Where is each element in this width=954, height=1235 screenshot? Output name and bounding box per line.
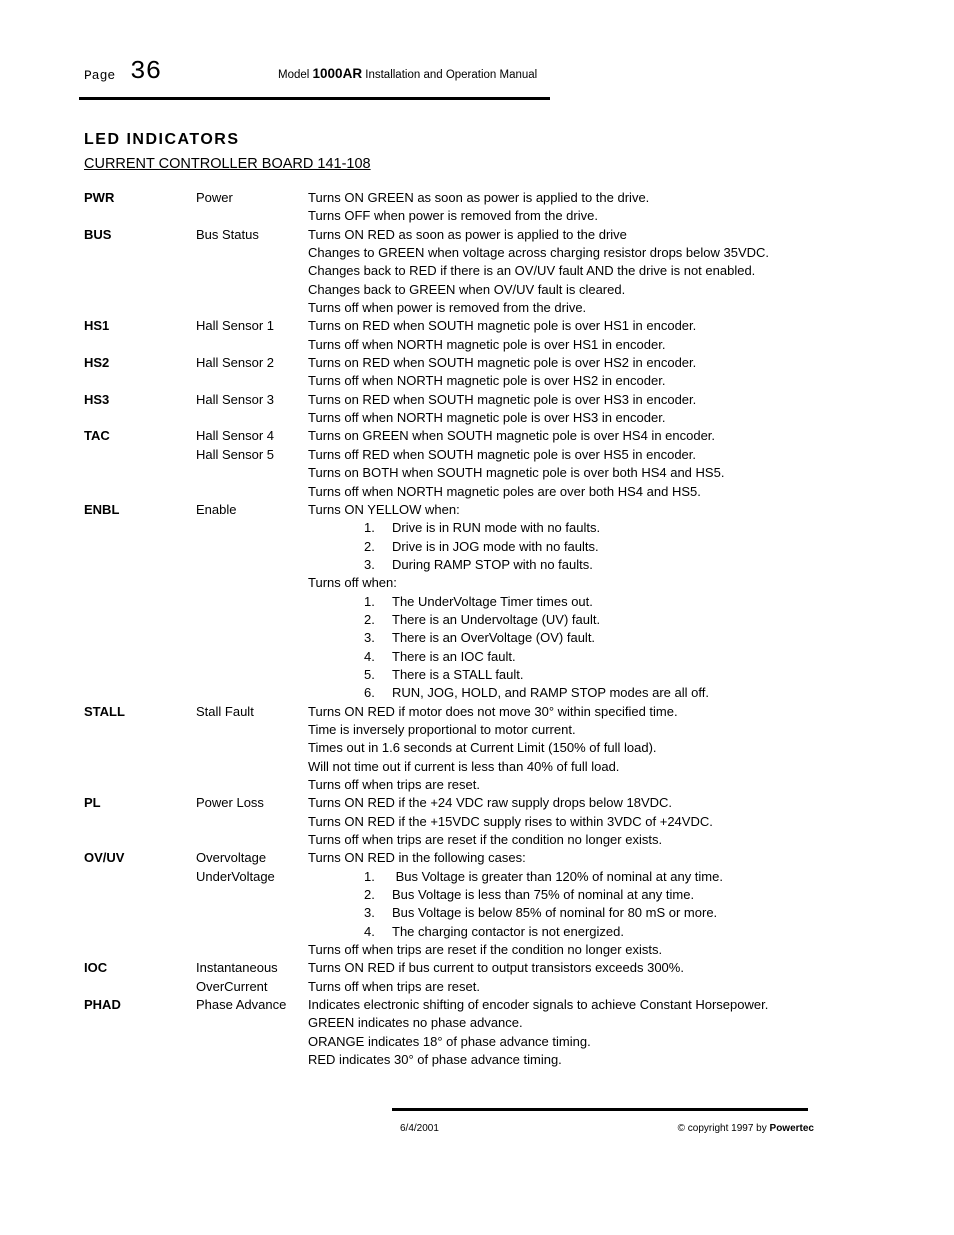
indicator-name xyxy=(196,391,308,428)
indicator-name-line: Power Loss xyxy=(196,795,264,811)
indicator-row xyxy=(84,794,884,849)
description-line: Turns ON RED if the +15VDC supply rises to within 3VDC of +24VDC. xyxy=(308,813,713,829)
list-text: RUN, JOG, HOLD, and RAMP STOP modes are all off. xyxy=(392,685,709,701)
indicator-name-line: Overvoltage xyxy=(196,850,267,866)
indicator-row xyxy=(84,317,884,354)
list-text: The UnderVoltage Timer times out. xyxy=(392,593,593,609)
indicator-description xyxy=(308,849,884,959)
list-number: 2. xyxy=(364,538,375,554)
description-line: Turns ON YELLOW when: xyxy=(308,501,460,517)
description-line: Changes back to RED if there is an OV/UV fault AND the drive is not enabled. xyxy=(308,263,756,279)
indicator-name xyxy=(196,427,308,500)
description-line: Turns on RED when SOUTH magnetic pole is over HS1 in encoder. xyxy=(308,318,697,334)
description-line: Turns OFF when power is removed from the drive. xyxy=(308,208,598,224)
indicator-code xyxy=(84,391,196,428)
description-line: Turns ON RED in the following cases: xyxy=(308,850,526,866)
indicator-description xyxy=(308,427,884,500)
indicator-code xyxy=(84,849,196,959)
description-line: RED indicates 30° of phase advance timing. xyxy=(308,1052,562,1068)
indicator-row xyxy=(84,391,884,428)
description-line: Turns off when: xyxy=(308,575,397,591)
description-line: Changes back to GREEN when OV/UV fault is cleared. xyxy=(308,281,626,297)
indicator-name-line: OverCurrent xyxy=(196,978,268,994)
indicator-code xyxy=(84,317,196,354)
section-title: LED INDICATORS xyxy=(84,131,240,148)
list-number: 3. xyxy=(364,905,375,921)
indicator-name-line: Stall Fault xyxy=(196,703,254,719)
indicator-description xyxy=(308,226,884,318)
numbered-list-item xyxy=(308,648,884,666)
indicator-row xyxy=(84,849,884,959)
header-rule xyxy=(79,97,550,100)
manual-title: Installation and Operation Manual xyxy=(365,69,538,81)
indicator-name xyxy=(196,501,308,703)
indicator-code-text: HS1 xyxy=(84,318,110,334)
list-number: 3. xyxy=(364,630,375,646)
description-line: Turns off when NORTH magnetic poles are over both HS4 and HS5. xyxy=(308,483,701,499)
numbered-list-item xyxy=(308,593,884,611)
list-number: 3. xyxy=(364,556,375,572)
list-text: The charging contactor is not energized. xyxy=(392,923,624,939)
indicator-row xyxy=(84,996,884,1069)
description-line: Time is inversely proportional to motor current. xyxy=(308,721,576,737)
list-number: 1. xyxy=(364,593,375,609)
list-text: There is an OverVoltage (OV) fault. xyxy=(392,630,596,646)
company-name: Powertec xyxy=(769,1123,814,1134)
indicator-code-text: STALL xyxy=(84,703,125,719)
list-number: 1. xyxy=(364,520,375,536)
indicator-name-line: UnderVoltage xyxy=(196,868,275,884)
indicator-description xyxy=(308,317,884,354)
page-header xyxy=(84,56,564,86)
indicator-name-line: Hall Sensor 5 xyxy=(196,446,275,462)
indicator-name-line: Bus Status xyxy=(196,226,259,242)
description-line: Turns off when NORTH magnetic pole is over HS2 in encoder. xyxy=(308,373,666,389)
copyright-text: © copyright 1997 by xyxy=(677,1123,767,1134)
indicator-name-line: Instantaneous xyxy=(196,960,278,976)
numbered-list-item xyxy=(308,666,884,684)
indicator-code xyxy=(84,226,196,318)
description-line: Turns ON RED if motor does not move 30° within specified time. xyxy=(308,703,678,719)
manual-title-line xyxy=(278,66,537,81)
description-line: Turns ON RED if bus current to output transistors exceeds 300%. xyxy=(308,960,684,976)
indicator-code-text: ENBL xyxy=(84,501,120,517)
description-line: Will not time out if current is less than 40% of full load. xyxy=(308,758,620,774)
list-number: 6. xyxy=(364,685,375,701)
indicator-description xyxy=(308,391,884,428)
indicator-name-line: Hall Sensor 1 xyxy=(196,318,275,334)
description-line: Turns off RED when SOUTH magnetic pole is over HS5 in encoder. xyxy=(308,446,697,462)
description-line: Turns off when trips are reset if the condition no longer exists. xyxy=(308,832,663,848)
indicator-name-line: Enable xyxy=(196,501,237,517)
list-number: 2. xyxy=(364,887,375,903)
indicator-name xyxy=(196,794,308,849)
indicator-name xyxy=(196,317,308,354)
indicator-code-text: PHAD xyxy=(84,997,121,1013)
indicator-name xyxy=(196,354,308,391)
indicator-code-text: PL xyxy=(84,795,101,811)
list-text: Drive is in JOG mode with no faults. xyxy=(392,538,599,554)
description-line: Turns off when trips are reset if the condition no longer exists. xyxy=(308,942,663,958)
numbered-list-item xyxy=(308,886,884,904)
list-text: Bus Voltage is greater than 120% of nominal at any time. xyxy=(392,868,723,884)
indicator-description xyxy=(308,996,884,1069)
indicator-code xyxy=(84,354,196,391)
description-line: Changes to GREEN when voltage across charging resistor drops below 35VDC. xyxy=(308,245,770,261)
description-line: Turns off when trips are reset. xyxy=(308,777,480,792)
numbered-list-item xyxy=(308,556,884,574)
indicator-row xyxy=(84,226,884,318)
indicator-code-text: HS3 xyxy=(84,391,110,407)
model-prefix: Model xyxy=(278,69,310,81)
numbered-list-item xyxy=(308,923,884,941)
numbered-list-item xyxy=(308,519,884,537)
indicator-name-line: Hall Sensor 3 xyxy=(196,391,275,407)
list-number: 4. xyxy=(364,648,375,664)
indicator-code xyxy=(84,959,196,996)
numbered-list-item xyxy=(308,868,884,886)
indicator-name xyxy=(196,189,308,226)
description-line: Times out in 1.6 seconds at Current Limit (150% of full load). xyxy=(308,740,657,756)
indicator-name xyxy=(196,959,308,996)
indicator-name-line: Hall Sensor 2 xyxy=(196,355,275,371)
indicator-table xyxy=(84,189,884,1070)
indicator-row xyxy=(84,354,884,391)
list-number: 1. xyxy=(364,868,375,884)
indicator-code xyxy=(84,794,196,849)
indicator-description xyxy=(308,959,884,996)
indicator-name xyxy=(196,996,308,1069)
indicator-name-line: Phase Advance xyxy=(196,997,287,1013)
numbered-list-item xyxy=(308,611,884,629)
indicator-row xyxy=(84,959,884,996)
page-number: 36 xyxy=(130,56,162,86)
numbered-list-item xyxy=(308,904,884,922)
indicator-row xyxy=(84,189,884,226)
indicator-code-text: HS2 xyxy=(84,355,110,371)
footer-copyright xyxy=(678,1123,814,1134)
list-text: Bus Voltage is below 85% of nominal for 80 mS or more. xyxy=(392,905,718,921)
description-line: Turns ON GREEN as soon as power is applied to the drive. xyxy=(308,190,650,205)
list-text: Drive is in RUN mode with no faults. xyxy=(392,520,601,536)
section-subtitle: CURRENT CONTROLLER BOARD 141-108 xyxy=(84,156,371,172)
list-text: There is a STALL fault. xyxy=(392,666,524,682)
list-number: 4. xyxy=(364,923,375,939)
description-line: Turns on RED when SOUTH magnetic pole is over HS3 in encoder. xyxy=(308,391,697,407)
list-text: There is an IOC fault. xyxy=(392,648,516,664)
footer-date: 6/4/2001 xyxy=(400,1123,439,1134)
description-line: GREEN indicates no phase advance. xyxy=(308,1015,523,1031)
indicator-row xyxy=(84,427,884,500)
page-label: Page xyxy=(84,68,116,83)
description-line: Indicates electronic shifting of encoder signals to achieve Constant Horsepower. xyxy=(308,997,769,1013)
description-line: Turns off when NORTH magnetic pole is over HS3 in encoder. xyxy=(308,410,666,426)
indicator-code xyxy=(84,189,196,226)
indicator-name xyxy=(196,849,308,959)
indicator-row xyxy=(84,703,884,795)
indicator-code-text: PWR xyxy=(84,190,115,205)
indicator-name-line: Power xyxy=(196,190,233,205)
indicator-description xyxy=(308,794,884,849)
indicator-description xyxy=(308,189,884,226)
model-name: 1000AR xyxy=(312,66,363,81)
indicator-code xyxy=(84,501,196,703)
list-number: 2. xyxy=(364,611,375,627)
indicator-row xyxy=(84,501,884,703)
indicator-code-text: BUS xyxy=(84,226,112,242)
indicator-code-text: TAC xyxy=(84,428,110,444)
indicator-description xyxy=(308,703,884,795)
description-line: Turns off when power is removed from the drive. xyxy=(308,300,587,316)
description-line: Turns ON RED if the +24 VDC raw supply drops below 18VDC. xyxy=(308,795,673,811)
description-line: Turns on GREEN when SOUTH magnetic pole is over HS4 in encoder. xyxy=(308,428,716,444)
indicator-description xyxy=(308,354,884,391)
list-text: Bus Voltage is less than 75% of nominal at any time. xyxy=(392,887,695,903)
indicator-code xyxy=(84,996,196,1069)
description-line: ORANGE indicates 18° of phase advance timing. xyxy=(308,1033,591,1049)
indicator-code-text: OV/UV xyxy=(84,850,125,866)
indicator-description xyxy=(308,501,884,703)
list-text: There is an Undervoltage (UV) fault. xyxy=(392,611,601,627)
list-number: 5. xyxy=(364,666,375,682)
description-line: Turns on RED when SOUTH magnetic pole is over HS2 in encoder. xyxy=(308,355,697,371)
numbered-list-item xyxy=(308,684,884,702)
description-line: Turns off when trips are reset. xyxy=(308,978,480,994)
indicator-name xyxy=(196,703,308,795)
description-line: Turns ON RED as soon as power is applied to the drive xyxy=(308,226,627,242)
numbered-list-item xyxy=(308,538,884,556)
description-line: Turns on BOTH when SOUTH magnetic pole is over both HS4 and HS5. xyxy=(308,465,725,481)
indicator-code xyxy=(84,703,196,795)
description-line: Turns off when NORTH magnetic pole is over HS1 in encoder. xyxy=(308,336,666,352)
indicator-code xyxy=(84,427,196,500)
indicator-code-text: IOC xyxy=(84,960,108,976)
numbered-list-item xyxy=(308,629,884,647)
indicator-name xyxy=(196,226,308,318)
indicator-name-line: Hall Sensor 4 xyxy=(196,428,275,444)
list-text: During RAMP STOP with no faults. xyxy=(392,556,593,572)
footer-rule xyxy=(392,1108,808,1111)
